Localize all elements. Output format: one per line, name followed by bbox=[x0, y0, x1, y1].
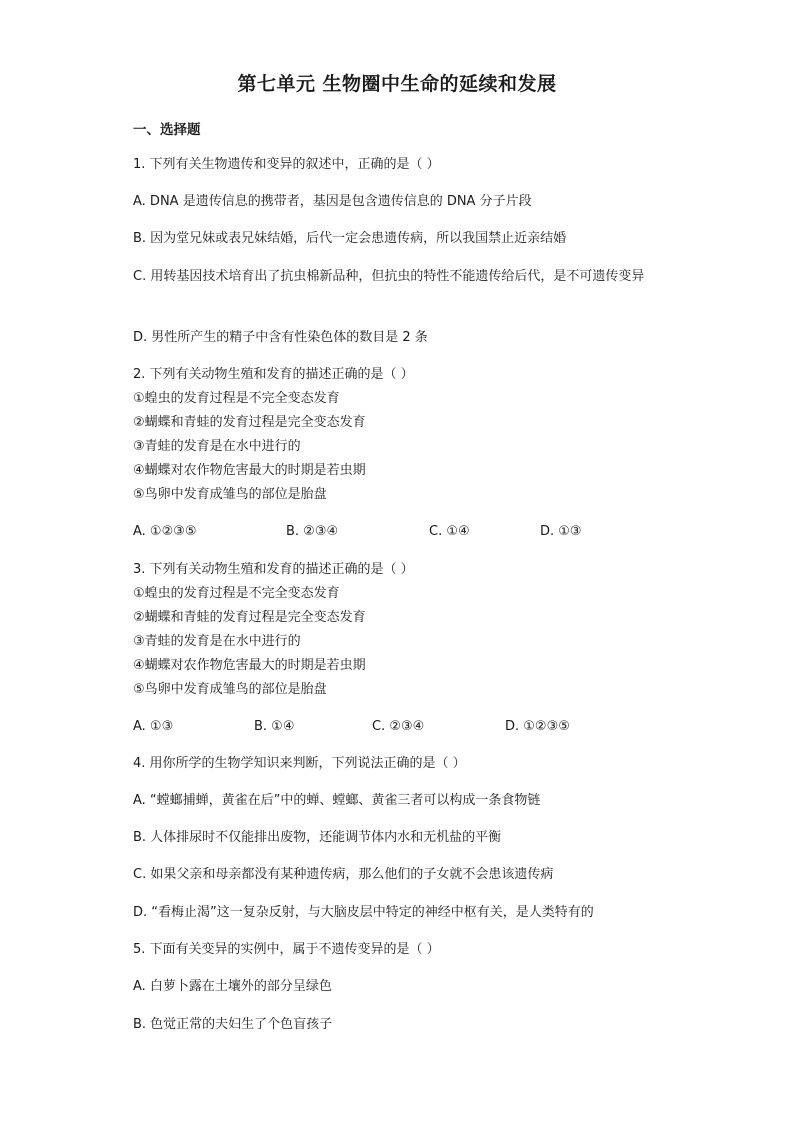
question-4-option-a: A. “螳螂捕蝉，黄雀在后”中的蝉、螳螂、黄雀三者可以构成一条食物链 bbox=[133, 793, 541, 808]
question-1-option-b: B. 因为堂兄妹或表兄妹结婚，后代一定会患遗传病，所以我国禁止近亲结婚 bbox=[133, 231, 567, 246]
question-3-option-a: A. ①③ bbox=[133, 719, 174, 734]
question-3-statement-1: ①蝗虫的发育过程是不完全变态发育 bbox=[133, 586, 340, 601]
question-1-option-c: C. 用转基因技术培育出了抗虫棉新品种，但抗虫的特性不能遗传给后代，是不可遗传变异 bbox=[133, 269, 645, 284]
page-title: 第七单元 生物圈中生命的延续和发展 bbox=[237, 73, 557, 95]
question-3-option-b: B. ①④ bbox=[254, 719, 295, 734]
question-2-statement-2: ②蝴蝶和青蛙的发育过程是完全变态发育 bbox=[133, 415, 366, 430]
question-2-option-b: B. ②③④ bbox=[286, 524, 339, 539]
question-4-option-d: D. “看梅止渴”这一复杂反射，与大脑皮层中特定的神经中枢有关，是人类特有的 bbox=[133, 905, 594, 920]
question-5-stem: 5. 下面有关变异的实例中，属于不遗传变异的是（ ） bbox=[133, 942, 440, 957]
question-3-statement-5: ⑤鸟卵中发育成雏鸟的部位是胎盘 bbox=[133, 682, 327, 697]
question-2-option-a: A. ①②③⑤ bbox=[133, 524, 197, 539]
question-3-option-c: C. ②③④ bbox=[372, 719, 425, 734]
question-2-statement-4: ④蝴蝶对农作物危害最大的时期是若虫期 bbox=[133, 463, 366, 478]
question-2-statement-5: ⑤鸟卵中发育成雏鸟的部位是胎盘 bbox=[133, 487, 327, 502]
question-2-option-d: D. ①③ bbox=[540, 524, 582, 539]
question-1-option-a: A. DNA 是遗传信息的携带者，基因是包含遗传信息的 DNA 分子片段 bbox=[133, 194, 532, 209]
question-4-option-b: B. 人体排尿时不仅能排出废物，还能调节体内水和无机盐的平衡 bbox=[133, 830, 502, 845]
question-2-stem: 2. 下列有关动物生殖和发育的描述正确的是（ ） bbox=[133, 367, 414, 382]
question-3-option-d: D. ①②③⑤ bbox=[505, 719, 570, 734]
question-3-statement-2: ②蝴蝶和青蛙的发育过程是完全变态发育 bbox=[133, 610, 366, 625]
question-5-option-b: B. 色觉正常的夫妇生了个色盲孩子 bbox=[133, 1017, 333, 1032]
question-2-statement-3: ③青蛙的发育是在水中进行的 bbox=[133, 439, 301, 454]
question-4-stem: 4. 用你所学的生物学知识来判断，下列说法正确的是（ ） bbox=[133, 756, 466, 771]
question-3-statement-3: ③青蛙的发育是在水中进行的 bbox=[133, 634, 301, 649]
question-1-stem: 1. 下列有关生物遗传和变异的叙述中，正确的是（ ） bbox=[133, 157, 440, 172]
question-2-option-c: C. ①④ bbox=[429, 524, 470, 539]
question-4-option-c: C. 如果父亲和母亲都没有某种遗传病，那么他们的子女就不会患该遗传病 bbox=[133, 867, 554, 882]
question-2-statement-1: ①蝗虫的发育过程是不完全变态发育 bbox=[133, 391, 340, 406]
question-3-stem: 3. 下列有关动物生殖和发育的描述正确的是（ ） bbox=[133, 562, 414, 577]
section-heading: 一、选择题 bbox=[133, 122, 201, 138]
question-1-option-d: D. 男性所产生的精子中含有性染色体的数目是 2 条 bbox=[133, 330, 428, 345]
question-5-option-a: A. 白萝卜露在土壤外的部分呈绿色 bbox=[133, 979, 332, 994]
question-3-statement-4: ④蝴蝶对农作物危害最大的时期是若虫期 bbox=[133, 658, 366, 673]
